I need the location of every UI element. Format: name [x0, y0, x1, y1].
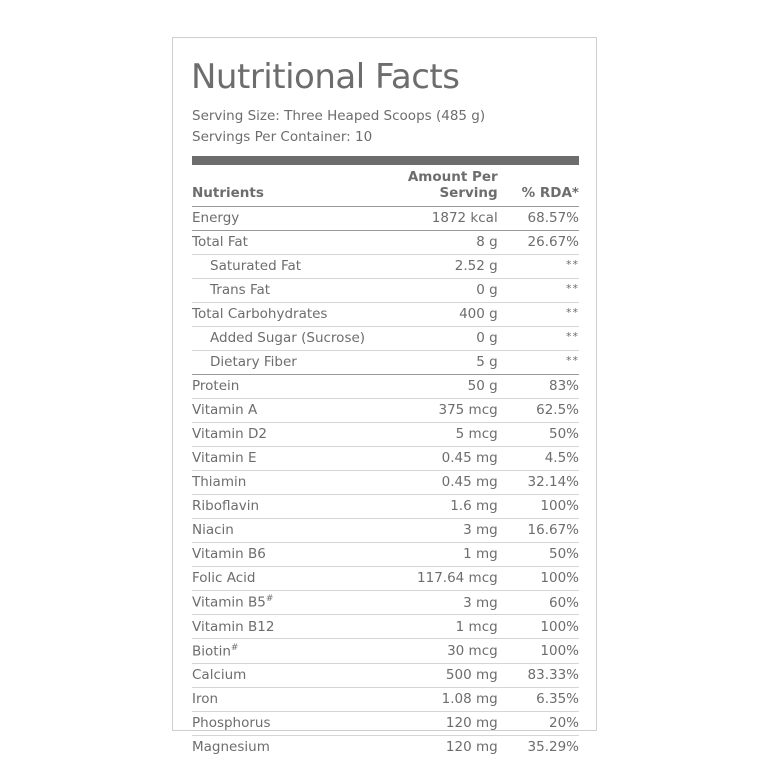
nutrient-amount: 1.6 mg	[374, 494, 498, 518]
nutrient-amount: 0.45 mg	[374, 470, 498, 494]
nutrient-amount: 30 mcg	[374, 639, 498, 664]
nutrient-rda: 100%	[498, 494, 579, 518]
nutrient-rda: 68.57%	[498, 206, 579, 230]
nutrient-name: Trans Fat	[192, 278, 374, 302]
column-header-rda: % RDA*	[498, 165, 579, 207]
table-row	[192, 374, 579, 398]
nutrient-amount: 400 g	[374, 302, 498, 326]
nutrient-amount: 500 mg	[374, 663, 498, 687]
serving-size-text: Serving Size: Three Heaped Scoops (485 g)	[192, 107, 486, 124]
nutrient-name: Vitamin D2	[192, 422, 374, 446]
page-title: Nutritional Facts	[191, 57, 460, 97]
table-row	[192, 422, 579, 446]
table-row	[192, 542, 579, 566]
nutrient-name: Vitamin B5#	[192, 590, 374, 615]
nutrient-name: Thiamin	[192, 470, 374, 494]
nutrient-name: Folic Acid	[192, 566, 374, 590]
table-header	[192, 165, 579, 207]
nutrient-amount: 120 mg	[374, 711, 498, 735]
nutrient-amount: 1.08 mg	[374, 687, 498, 711]
table-header-row	[192, 165, 579, 207]
nutrient-rda: 4.5%	[498, 446, 579, 470]
nutrient-name: Riboflavin	[192, 494, 374, 518]
nutrient-rda: 100%	[498, 566, 579, 590]
nutrient-amount: 50 g	[374, 374, 498, 398]
nutrient-name: Vitamin B12	[192, 615, 374, 639]
table-row	[192, 663, 579, 687]
nutrient-name: Energy	[192, 206, 374, 230]
nutrient-rda: 50%	[498, 542, 579, 566]
nutrient-rda: 26.67%	[498, 230, 579, 254]
servings-per-container-text: Servings Per Container: 10	[192, 128, 373, 145]
header-divider	[192, 156, 579, 165]
nutrient-amount: 3 mg	[374, 590, 498, 615]
nutrient-name: Iron	[192, 687, 374, 711]
table-row	[192, 566, 579, 590]
nutrient-amount: 375 mcg	[374, 398, 498, 422]
table-row	[192, 206, 579, 230]
panel-inner	[183, 48, 586, 756]
nutrition-table	[192, 165, 579, 759]
footnote-marker: #	[265, 594, 274, 605]
table-body	[192, 206, 579, 759]
footnote-marker: #	[230, 642, 239, 653]
nutrient-name: Biotin#	[192, 639, 374, 664]
nutrient-rda: 100%	[498, 639, 579, 664]
nutrient-amount: 1 mg	[374, 542, 498, 566]
table-row	[192, 350, 579, 374]
nutrient-rda: 50%	[498, 422, 579, 446]
nutrient-rda: **	[498, 350, 579, 374]
table-row	[192, 590, 579, 615]
nutrient-rda: 20%	[498, 711, 579, 735]
table-row	[192, 639, 579, 664]
table-row	[192, 398, 579, 422]
column-header-nutrients: Nutrients	[192, 165, 374, 207]
table-row	[192, 711, 579, 735]
table-row	[192, 735, 579, 759]
table-row	[192, 278, 579, 302]
nutrient-amount: 5 g	[374, 350, 498, 374]
nutrient-rda: **	[498, 326, 579, 350]
nutrient-rda: **	[498, 254, 579, 278]
nutrient-rda: 60%	[498, 590, 579, 615]
nutrient-amount: 120 mg	[445, 739, 498, 756]
table-row	[192, 302, 579, 326]
nutrient-amount: 117.64 mcg	[374, 566, 498, 590]
table-row	[192, 230, 579, 254]
nutrient-name: Vitamin B6	[192, 542, 374, 566]
nutrient-name: Dietary Fiber	[192, 350, 374, 374]
nutrient-name: Vitamin A	[192, 398, 374, 422]
nutrient-amount: 3 mg	[374, 518, 498, 542]
nutrient-rda: 35.29%	[527, 739, 579, 756]
nutrient-amount: 0.45 mg	[374, 446, 498, 470]
nutrient-name: Vitamin E	[192, 446, 374, 470]
nutrient-rda: 16.67%	[498, 518, 579, 542]
nutrient-amount: 1 mcg	[374, 615, 498, 639]
nutrient-rda: 83.33%	[498, 663, 579, 687]
nutrient-name: Protein	[192, 374, 374, 398]
nutrient-rda: 32.14%	[498, 470, 579, 494]
nutrient-amount: 5 mcg	[374, 422, 498, 446]
nutrient-rda: 62.5%	[498, 398, 579, 422]
table-row	[192, 446, 579, 470]
nutrient-amount: 0 g	[374, 326, 498, 350]
nutrient-name: Niacin	[192, 518, 374, 542]
nutrient-amount: 1872 kcal	[374, 206, 498, 230]
table-row	[192, 470, 579, 494]
nutrient-rda: 100%	[498, 615, 579, 639]
nutrient-rda: 6.35%	[498, 687, 579, 711]
nutrient-name: Total Carbohydrates	[192, 302, 374, 326]
column-header-amount: Amount Per Serving	[374, 165, 498, 207]
nutrition-facts-panel	[172, 37, 597, 756]
nutrient-rda: 83%	[498, 374, 579, 398]
table-row	[192, 254, 579, 278]
nutrient-name: Phosphorus	[192, 711, 374, 735]
table-row	[192, 326, 579, 350]
nutrient-name: Calcium	[192, 663, 374, 687]
table-row	[192, 494, 579, 518]
nutrient-name: Magnesium	[192, 739, 270, 756]
nutrient-name: Total Fat	[192, 230, 374, 254]
nutrient-amount: 8 g	[374, 230, 498, 254]
table-row	[192, 615, 579, 639]
table-row	[192, 687, 579, 711]
table-row	[192, 518, 579, 542]
nutrient-rda: **	[498, 302, 579, 326]
nutrient-amount: 0 g	[374, 278, 498, 302]
nutrient-amount: 2.52 g	[374, 254, 498, 278]
nutrient-name: Added Sugar (Sucrose)	[192, 326, 374, 350]
nutrient-rda: **	[498, 278, 579, 302]
nutrient-name: Saturated Fat	[192, 254, 374, 278]
